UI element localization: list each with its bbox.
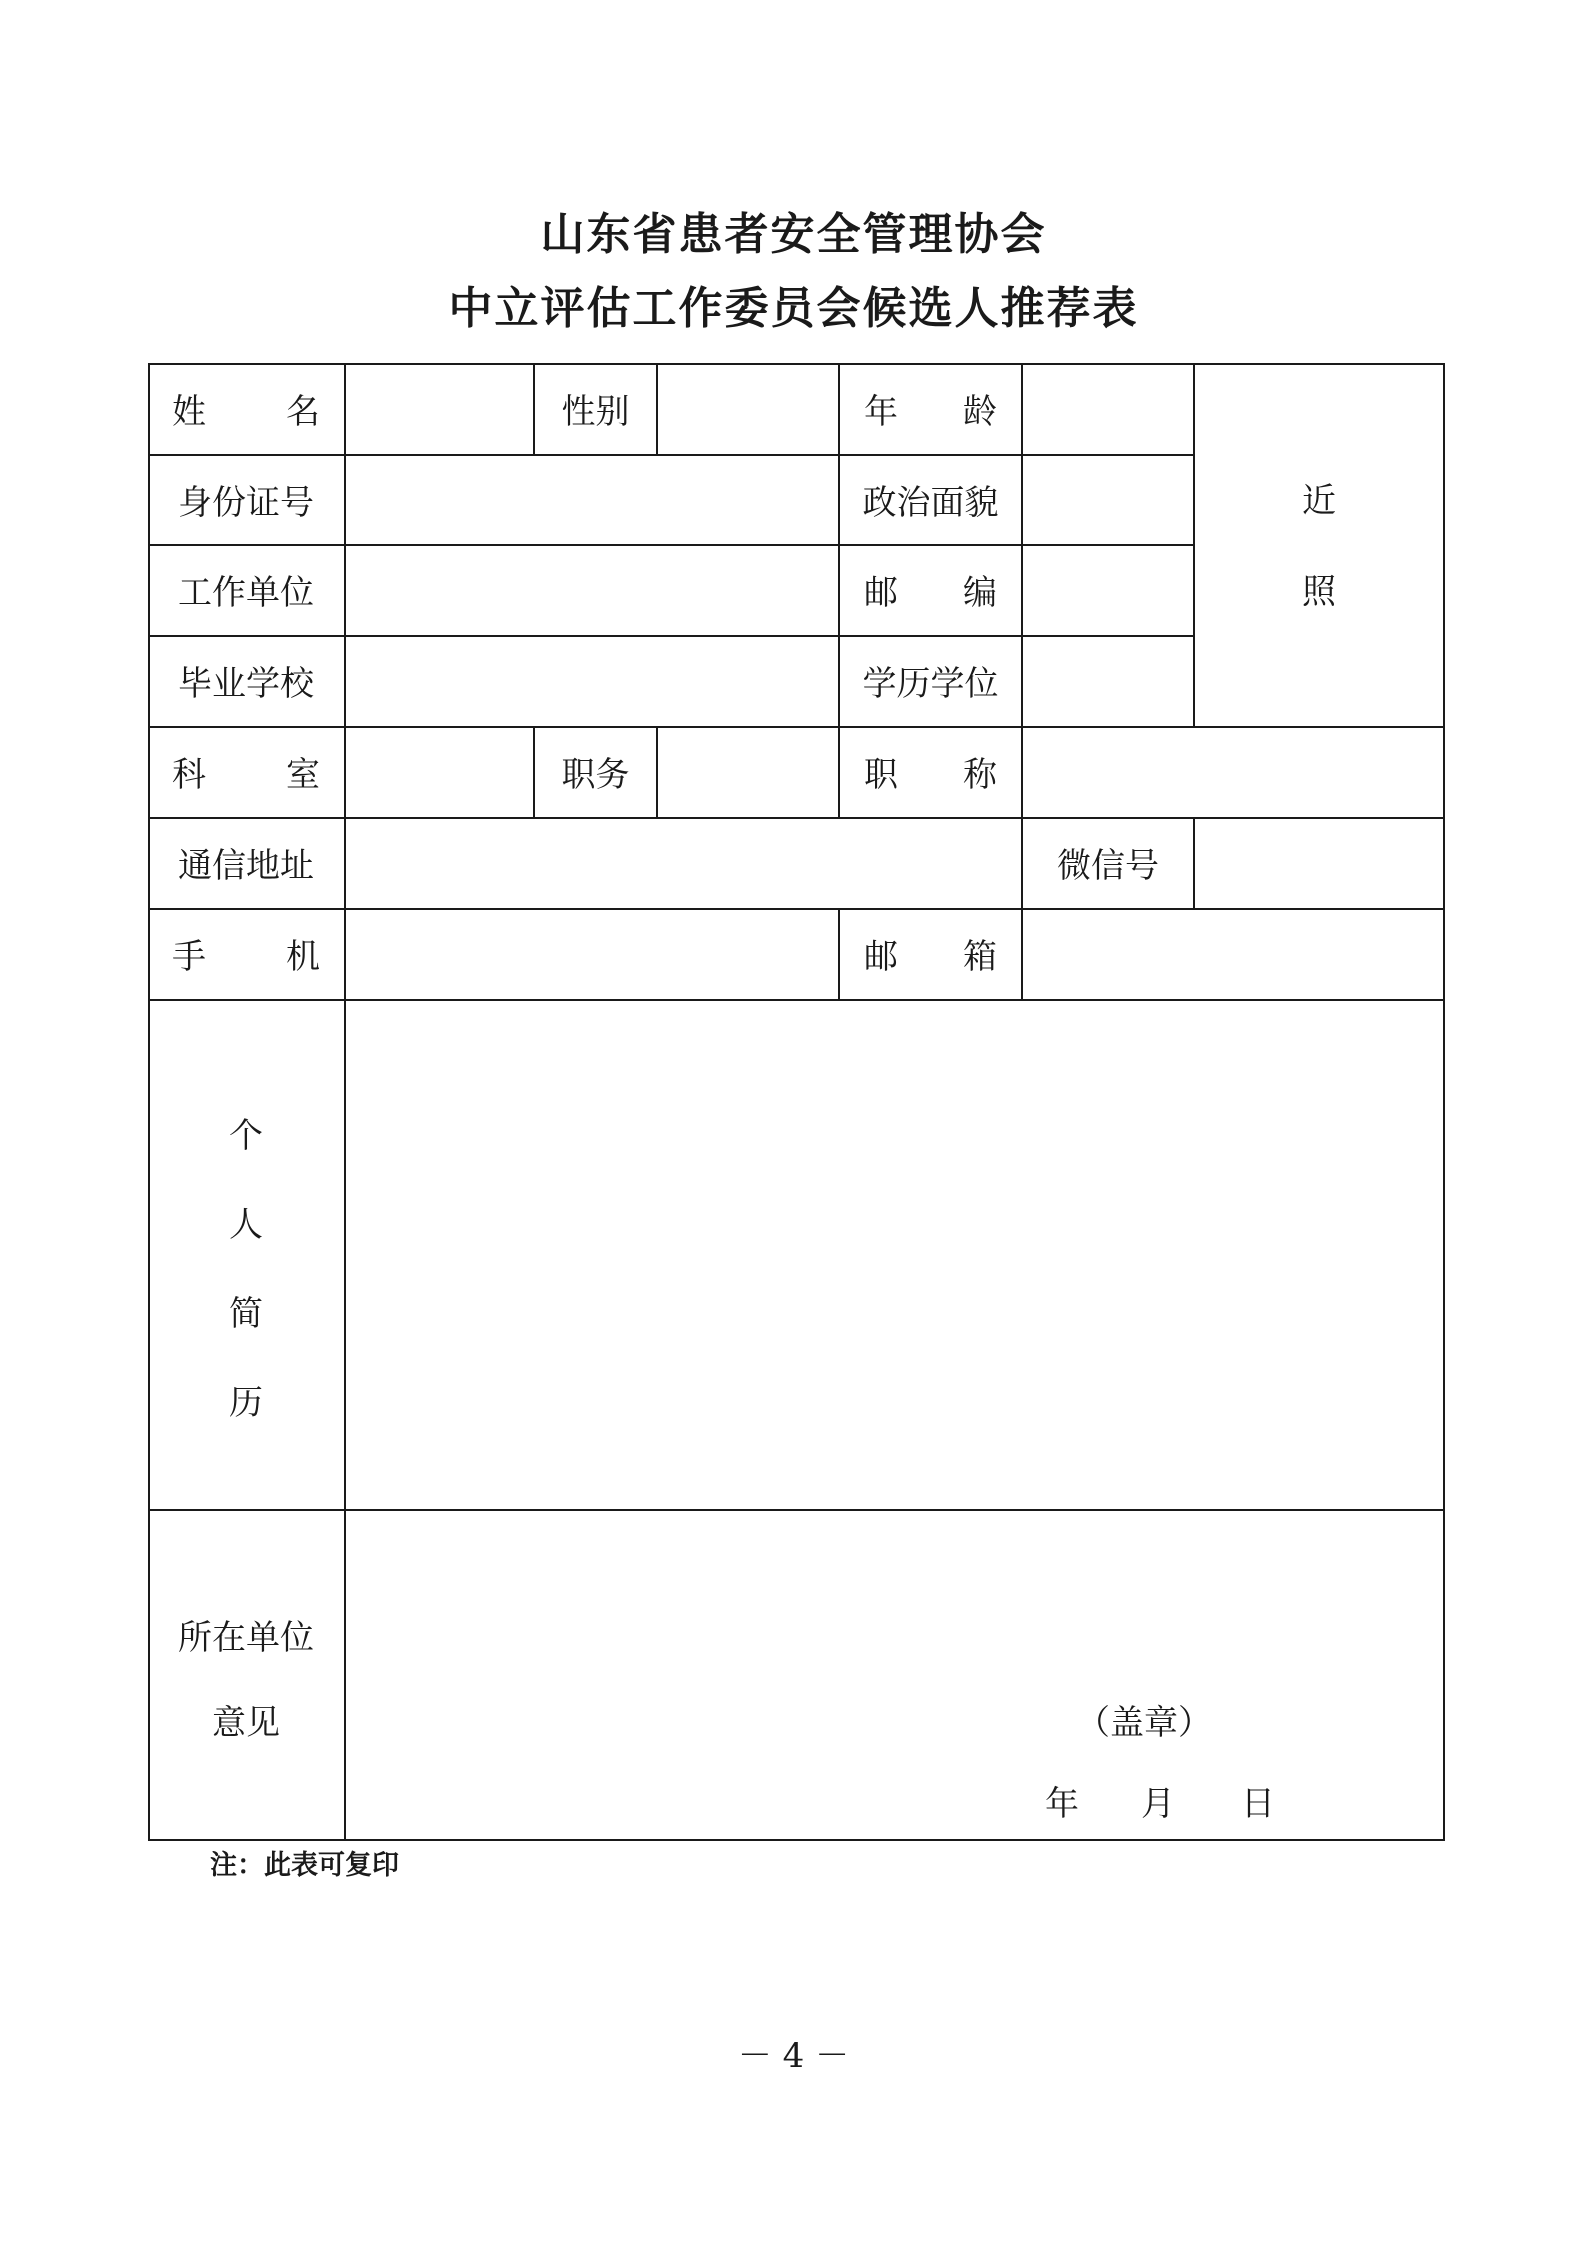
label-char: 人 — [229, 1205, 263, 1245]
label-char: 近 — [1302, 481, 1336, 521]
label-char: 职 — [864, 755, 898, 795]
wechat-field[interactable] — [1195, 819, 1443, 908]
label-title-rank — [840, 726, 1021, 817]
label-resume — [148, 1108, 344, 1424]
page-number: － 4 － — [737, 2036, 850, 2076]
label-char: 科 — [172, 755, 206, 795]
gender-field[interactable] — [658, 365, 838, 454]
label-char: 照 — [1302, 572, 1336, 612]
label-char: 简 — [229, 1294, 263, 1334]
label-line: 意见 — [212, 1703, 280, 1743]
label-char: 编 — [963, 573, 997, 613]
date-month-label: 月 — [1141, 1784, 1175, 1824]
date-year-label: 年 — [1045, 1784, 1079, 1824]
label-name — [148, 363, 344, 454]
mobile-field[interactable] — [346, 910, 838, 999]
label-gender: 性别 — [561, 392, 630, 432]
label-char: 龄 — [963, 392, 997, 432]
resume-field[interactable] — [346, 1001, 1443, 1509]
label-email — [840, 908, 1021, 999]
title-rank-field[interactable] — [1023, 728, 1443, 817]
label-char: 邮 — [864, 937, 898, 977]
label-address: 通信地址 — [178, 846, 314, 886]
label-mobile — [148, 908, 344, 999]
label-work-unit: 工作单位 — [178, 573, 314, 613]
label-char: 年 — [864, 392, 898, 432]
label-unit-opinion — [148, 1610, 344, 1744]
label-char: 箱 — [963, 937, 997, 977]
work-unit-field[interactable] — [346, 546, 838, 635]
political-status-field[interactable] — [1023, 456, 1193, 544]
label-line: 所在单位 — [178, 1618, 314, 1658]
unit-opinion-field[interactable] — [346, 1511, 1443, 1839]
label-age — [840, 363, 1021, 454]
form-title-line1: 山东省患者安全管理协会 — [540, 209, 1047, 260]
label-char: 室 — [286, 755, 320, 795]
label-char: 邮 — [864, 573, 898, 613]
footnote: 注：此表可复印 — [210, 1850, 399, 1881]
label-char: 机 — [286, 937, 320, 977]
duty-field[interactable] — [658, 728, 838, 817]
name-field[interactable] — [346, 365, 533, 454]
label-department — [148, 726, 344, 817]
education-degree-field[interactable] — [1023, 637, 1193, 726]
address-field[interactable] — [346, 819, 1021, 908]
photo-box[interactable] — [1195, 473, 1443, 613]
label-education-degree: 学历学位 — [862, 664, 999, 704]
label-postcode — [840, 544, 1021, 635]
label-graduate-school: 毕业学校 — [178, 664, 314, 704]
department-field[interactable] — [346, 728, 533, 817]
table-border-bottom — [148, 1839, 1445, 1841]
form-title-line2: 中立评估工作委员会候选人推荐表 — [448, 283, 1139, 334]
label-char: 名 — [286, 392, 320, 432]
label-char: 姓 — [172, 392, 206, 432]
graduate-school-field[interactable] — [346, 637, 838, 726]
label-char: 历 — [229, 1383, 263, 1423]
seal-label: （盖章） — [1076, 1703, 1212, 1743]
label-id-number: 身份证号 — [178, 482, 314, 523]
recommendation-form-table — [148, 363, 1445, 1841]
postcode-field[interactable] — [1023, 546, 1193, 635]
table-border-right — [1443, 363, 1445, 1841]
label-duty: 职务 — [561, 755, 630, 795]
label-char: 个 — [229, 1116, 263, 1156]
label-wechat: 微信号 — [1057, 846, 1159, 886]
label-political-status: 政治面貌 — [862, 482, 999, 523]
label-char: 称 — [963, 755, 997, 795]
email-field[interactable] — [1023, 910, 1443, 999]
label-char: 手 — [172, 937, 206, 977]
date-day-label: 日 — [1241, 1784, 1275, 1824]
age-field[interactable] — [1023, 365, 1193, 454]
id-number-field[interactable] — [346, 456, 838, 544]
